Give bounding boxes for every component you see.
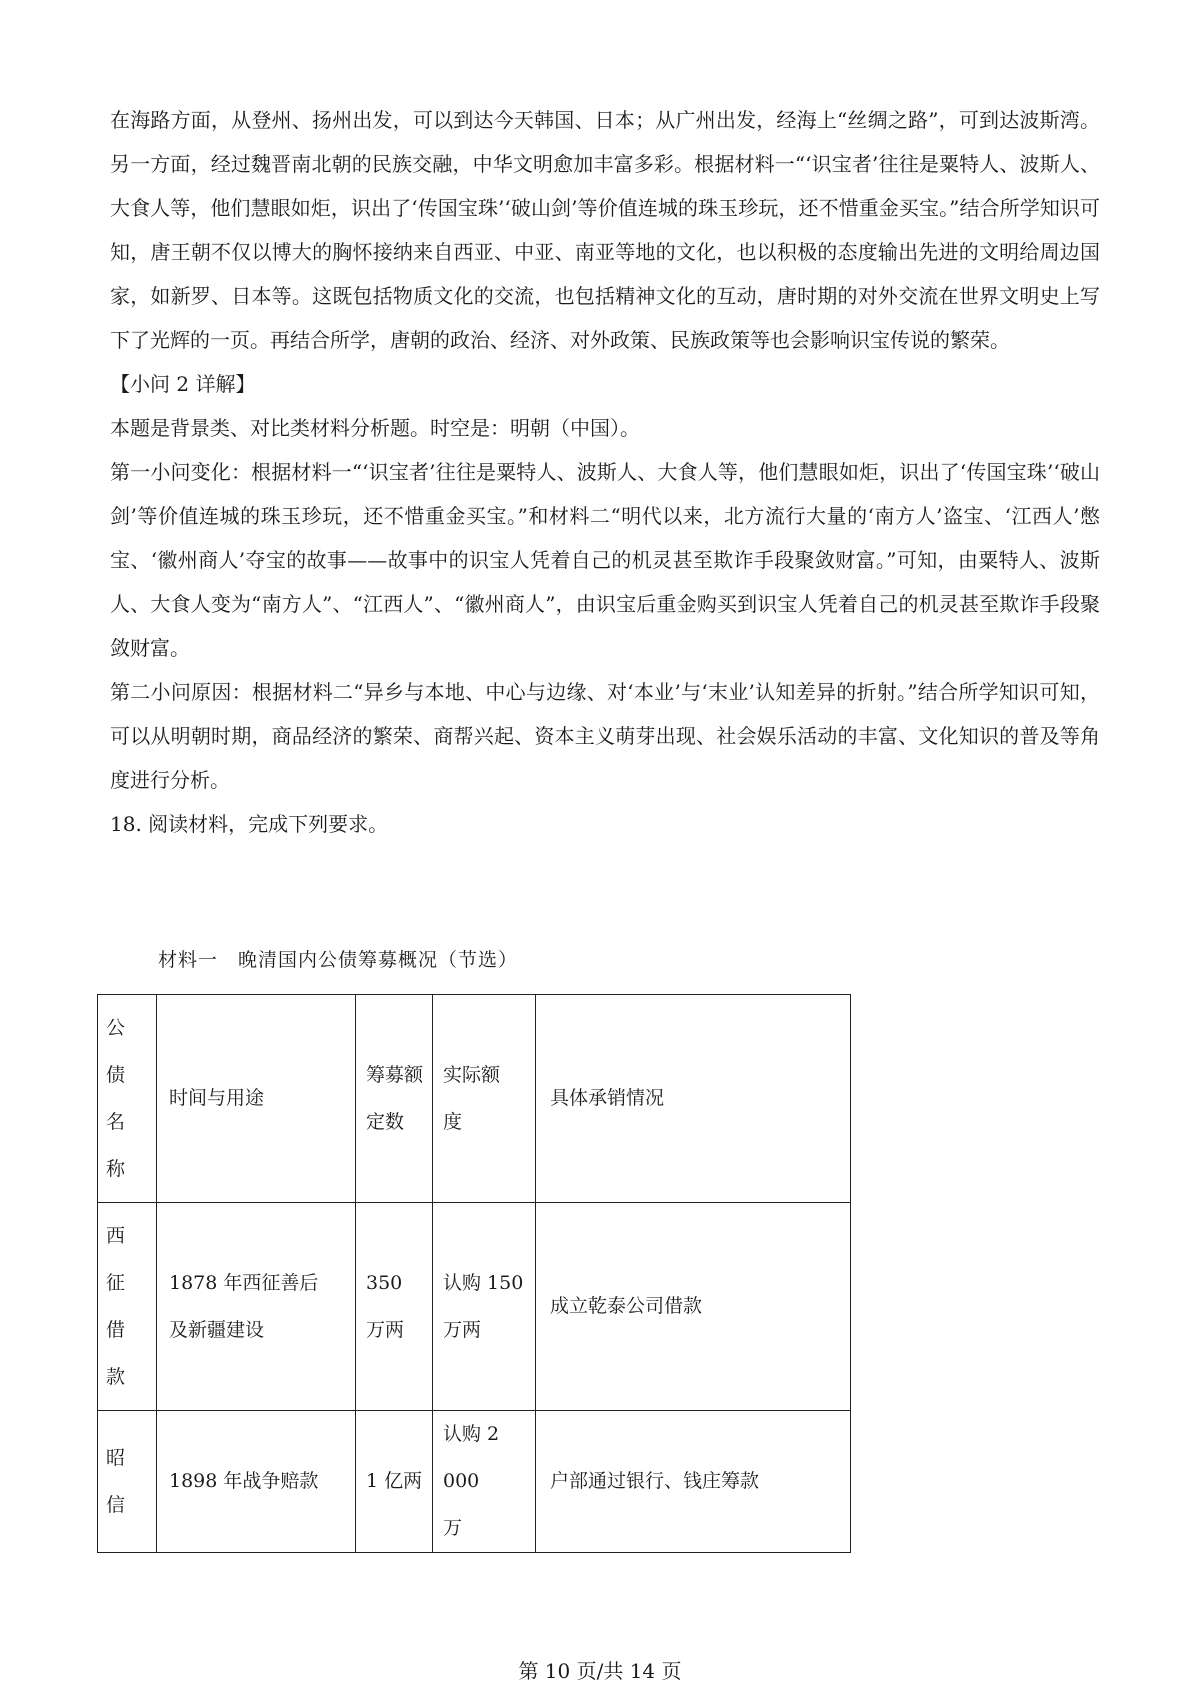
bond-table [97, 994, 851, 1553]
cell-underwriting: 户部通过银行、钱庄筹款 [536, 1411, 851, 1553]
paragraph-second-subquestion: 第二小问原因：根据材料二“异乡与本地、中心与边缘、对‘本业’与‘末业’认知差异的折射。”结合所学知识可知，可以从明朝时期，商品经济的繁荣、商帮兴起、资本主义萌芽出现、社会娱乐活动的丰富、文化知识的普及等角度进行分析。 [110, 680, 1100, 792]
table-header-row [98, 995, 851, 1203]
question-18-prompt: 18. 阅读材料，完成下列要求。 [110, 812, 389, 836]
cell-quota: 1 亿两 [356, 1411, 433, 1553]
page-number-footer: 第 10 页/共 14 页 [518, 1659, 682, 1683]
header-quota: 筹募额定数 [356, 995, 433, 1203]
table-caption: 材料一 晚清国内公债筹募概况（节选） [158, 949, 519, 971]
header-underwriting: 具体承销情况 [536, 995, 851, 1203]
header-bond-name: 公债名称 [98, 995, 157, 1203]
cell-bond-name: 西征借款 [98, 1203, 157, 1411]
table-row [98, 1203, 851, 1411]
cell-actual-amount: 认购 150 万两 [433, 1203, 536, 1411]
table-row [98, 1411, 851, 1553]
paragraph-question-type: 本题是背景类、对比类材料分析题。时空是：明朝（中国）。 [110, 416, 640, 440]
cell-bond-name: 昭信 [98, 1411, 157, 1553]
cell-quota: 350 万两 [356, 1203, 433, 1411]
cell-time-purpose: 1898 年战争赔款 [157, 1411, 356, 1553]
header-time-purpose: 时间与用途 [157, 995, 356, 1203]
cell-actual-amount: 认购 2000 万 [433, 1411, 536, 1553]
document-body [110, 98, 1100, 846]
paragraph-tang-analysis: 在海路方面，从登州、扬州出发，可以到达今天韩国、日本；从广州出发，经海上“丝绸之路”，可到达波斯湾。 另一方面，经过魏晋南北朝的民族交融，中华文明愈加丰富多彩。根据材料一“‘识宝者’往往是粟特人、波斯人、大食人等，他们慧眼如炬，识出了‘传国宝珠’‘破山剑’等价值连城的珠玉珍玩，还不惜重金买宝。”结合所学知识可知，唐王朝不仅以博大的胸怀接纳来自西亚、中亚、南亚等地的文化，也以积极的态度输出先进的文明给周边国家，如新罗、日本等。这既包括物质文化的交流，也包括精神文化的互动，唐时期的对外交流在世界文明史上写下了光辉的一页。再结合所学，唐朝的政治、经济、对外政策、民族政策等也会影响识宝传说的繁荣。 [110, 108, 1100, 352]
cell-underwriting: 成立乾泰公司借款 [536, 1203, 851, 1411]
cell-time-purpose: 1878 年西征善后及新疆建设 [157, 1203, 356, 1411]
paragraph-first-subquestion: 第一小问变化：根据材料一“‘识宝者’往往是粟特人、波斯人、大食人等，他们慧眼如炬，识出了‘传国宝珠’‘破山剑’等价值连城的珠玉珍玩，还不惜重金买宝。”和材料二“明代以来，北方流行大量的‘南方人’盗宝、‘江西人’憋宝、‘徽州商人’夺宝的故事——故事中的识宝人凭着自己的机灵甚至欺诈手段聚敛财富。”可知，由粟特人、波斯人、大食人变为“南方人”、“江西人”、“徽州商人”，由识宝后重金购买到识宝人凭着自己的机灵甚至欺诈手段聚敛财富。 [110, 460, 1100, 660]
subquestion-2-heading: 【小问 2 详解】 [110, 372, 256, 396]
header-actual-amount: 实际额度 [433, 995, 536, 1203]
